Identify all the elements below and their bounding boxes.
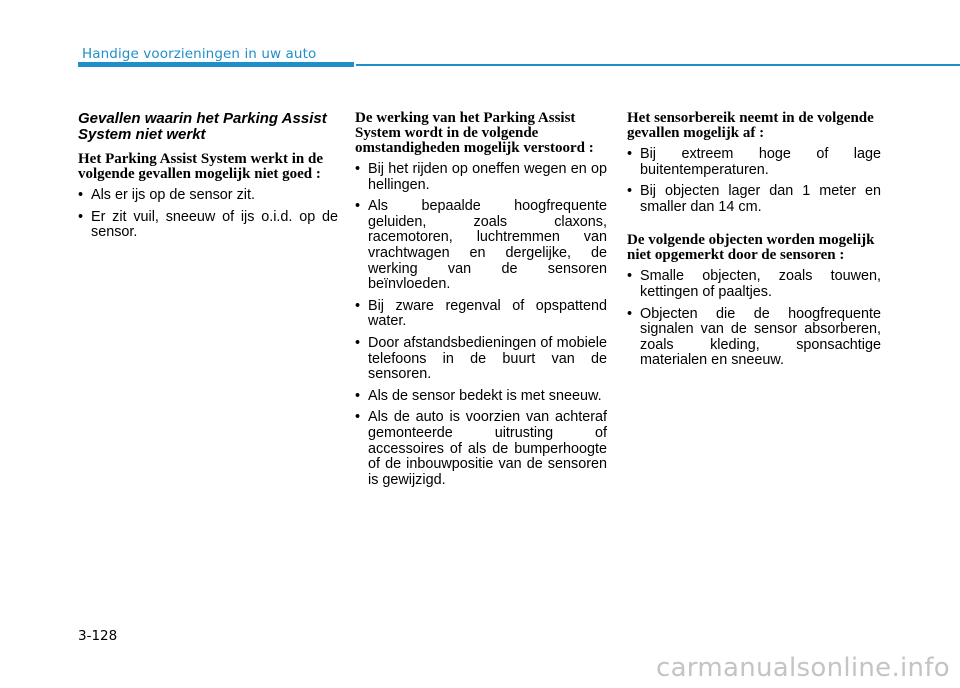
list-item: • Er zit vuil, sneeuw of ijs o.i.d. op de sensor.: [78, 210, 338, 241]
watermark: carmanualsonline.info: [655, 653, 950, 683]
section-header-title: Handige voorzieningen in uw auto: [82, 46, 317, 62]
list-item: • Smalle objecten, zoals touwen, kettingen of paaltjes.: [627, 269, 881, 300]
subheading-sensor-range: Het sensorbereik neemt in de volgende gevallen mogelijk af :: [627, 110, 874, 141]
italic-heading: Gevallen waarin het Parking Assist System niet werkt: [78, 110, 327, 143]
header-rule-thin: [356, 64, 960, 66]
list-item: • Bij extreem hoge of lage buitentemperaturen.: [627, 147, 881, 178]
list-item: • Als bepaalde hoogfrequente geluiden, zoals claxons, racemotoren, luchtremmen van vrachtwagen en dergelijke, de werking van de sensoren beïnvloeden.: [355, 199, 607, 293]
subheading-undetected-objects: De volgende objecten worden mogelijk niet opgemerkt door de sensoren :: [627, 232, 875, 264]
list-item: • Als er ijs op de sensor zit.: [78, 188, 338, 204]
column-2: [355, 111, 607, 494]
bullet-list-col1: [78, 188, 338, 241]
subheading-not-working: Het Parking Assist System werkt in de volgende gevallen mogelijk niet goed :: [78, 151, 323, 182]
column-3: [627, 111, 881, 375]
column-1: [78, 111, 338, 247]
list-item: • Bij het rijden op oneffen wegen en op hellingen.: [355, 162, 607, 193]
bullet-list-col3-a: [627, 147, 881, 215]
list-item: • Bij objecten lager dan 1 meter en smaller dan 14 cm.: [627, 184, 881, 215]
page-number: 3-128: [78, 628, 118, 644]
header-rule-thick: [78, 62, 354, 67]
list-item: • Als de sensor bedekt is met sneeuw.: [355, 389, 607, 405]
list-item: • Bij zware regenval of opspattend water.: [355, 299, 607, 330]
bullet-list-col3-b: [627, 269, 881, 369]
list-item: • Objecten die de hoogfrequente signalen van de sensor absorberen, zoals kleding, sponsachtige materialen en sneeuw.: [627, 307, 881, 369]
subheading-disturbed: De werking van het Parking Assist System wordt in de volgende omstandigheden mogelijk verstoord :: [355, 110, 594, 156]
list-item: • Door afstandsbedieningen of mobiele telefoons in de buurt van de sensoren.: [355, 336, 607, 383]
list-item: • Als de auto is voorzien van achteraf gemonteerde uitrusting of accessoires of als de bumperhoogte of de inbouwpositie van de sensoren is gewijzigd.: [355, 410, 607, 488]
bullet-list-col2: [355, 162, 607, 488]
